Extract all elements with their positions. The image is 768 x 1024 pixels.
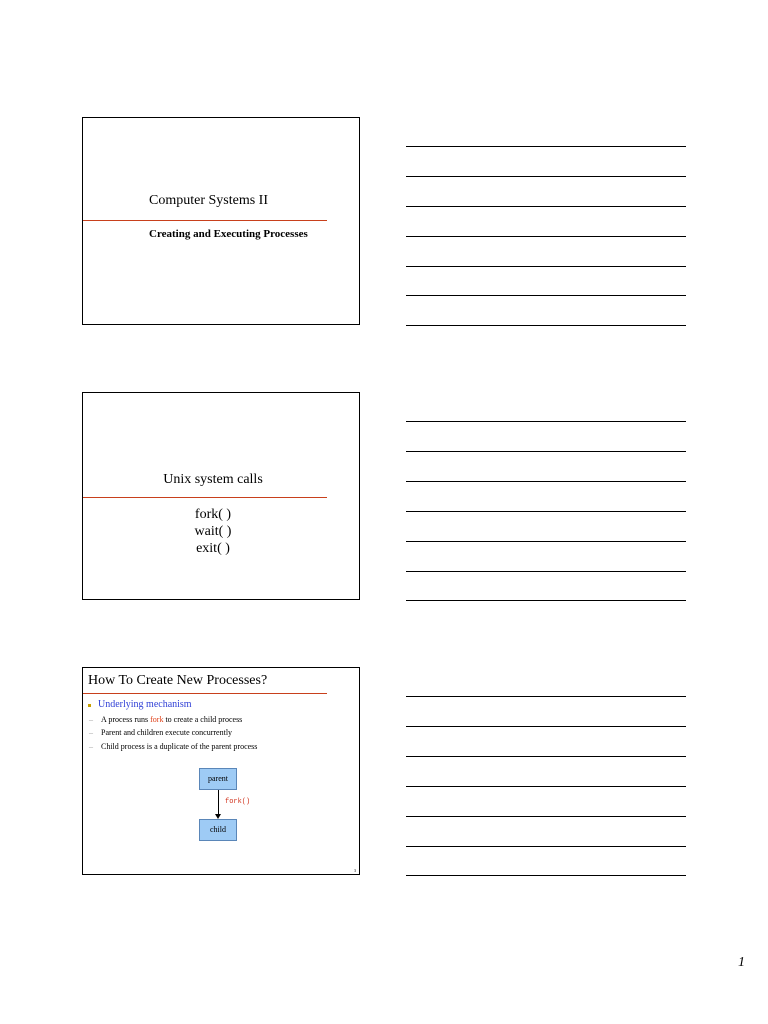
system-call-list: [83, 506, 343, 557]
system-call-item: wait( ): [194, 524, 232, 539]
note-line: [406, 295, 686, 296]
slide-subtitle: Creating and Executing Processes: [149, 228, 308, 240]
slide-2: [82, 392, 360, 600]
system-call-item: fork( ): [194, 507, 232, 522]
slide-3: [82, 667, 360, 875]
note-line: [406, 600, 686, 601]
page-number: 1: [738, 955, 745, 970]
dash-icon: –: [89, 742, 93, 751]
sub-bullet-text: Child process is a duplicate of the parent process: [101, 742, 258, 751]
parent-process-box: parent: [199, 768, 237, 790]
sub-bullet-text: A process runs: [101, 715, 151, 724]
system-call-item: exit( ): [196, 541, 230, 556]
note-line: [406, 756, 686, 757]
note-line: [406, 421, 686, 422]
note-line: [406, 875, 686, 876]
note-line: [406, 846, 686, 847]
slide-1: [82, 117, 360, 325]
bullet-text: Underlying mechanism: [98, 699, 192, 710]
note-line: [406, 786, 686, 787]
title-divider: [83, 497, 327, 498]
title-divider: [83, 693, 327, 694]
dash-icon: –: [89, 728, 93, 737]
note-line: [406, 325, 686, 326]
note-line: [406, 451, 686, 452]
note-line: [406, 696, 686, 697]
note-line: [406, 571, 686, 572]
note-line: [406, 511, 686, 512]
slide-number: 3: [354, 868, 356, 873]
sub-bullet-text: Parent and children execute concurrently: [101, 728, 233, 737]
slide-title: Computer Systems II: [149, 193, 268, 208]
sub-bullet-text: to create a child process: [163, 715, 243, 724]
note-line: [406, 816, 686, 817]
note-line: [406, 146, 686, 147]
slide-title: Unix system calls: [163, 472, 263, 487]
child-process-box: child: [199, 819, 237, 841]
bullet-square-icon: [88, 704, 91, 707]
note-line: [406, 176, 686, 177]
note-line: [406, 236, 686, 237]
sub-bullet-item: [89, 742, 258, 751]
sub-bullet-item: [89, 728, 233, 737]
fork-arrow-line: [218, 790, 219, 815]
note-line: [406, 266, 686, 267]
sub-bullet-item: [89, 715, 243, 724]
title-divider: [83, 220, 327, 221]
fork-edge-label: fork(): [225, 798, 251, 806]
note-line: [406, 541, 686, 542]
fork-keyword: fork: [150, 715, 164, 724]
dash-icon: –: [89, 715, 93, 724]
note-line: [406, 481, 686, 482]
slide-title: How To Create New Processes?: [88, 673, 268, 688]
note-line: [406, 206, 686, 207]
note-line: [406, 726, 686, 727]
